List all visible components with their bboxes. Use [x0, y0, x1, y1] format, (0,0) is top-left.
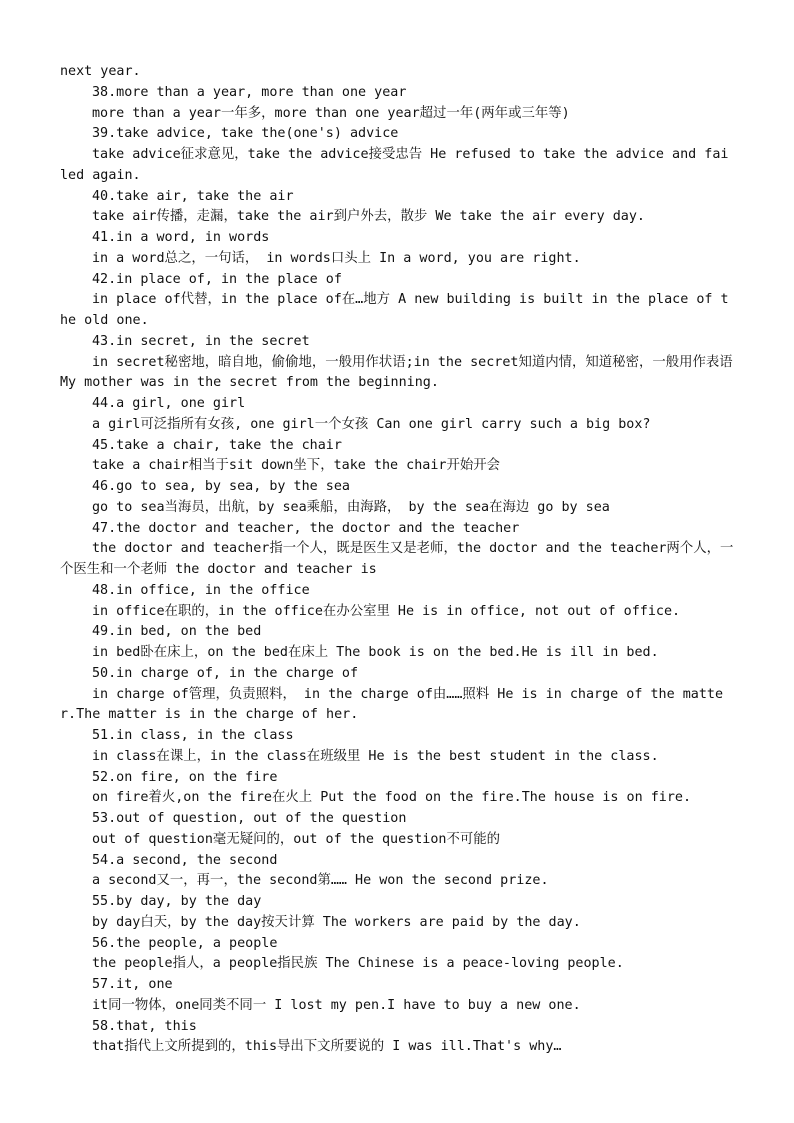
text-paragraph: take advice征求意见，take the advice接受忠告 He refused to take the advice and failed again. — [60, 147, 729, 183]
heading-45: 45.take a chair, take the chair — [92, 437, 342, 453]
text-line: on fire着火,on the fire在火上 Put the food on the fire.The house is on fire. — [92, 790, 692, 806]
text-paragraph: in place of代替，in the place of在…地方 A new building is built in the place of the old one. — [60, 292, 729, 328]
text-line: next year. — [60, 64, 141, 79]
heading-46: 46.go to sea, by sea, by the sea — [92, 479, 350, 494]
heading-41: 41.in a word, in words — [92, 230, 270, 245]
text-paragraph: in secret秘密地，暗自地，偷偷地，一般用作状语;in the secret知道内情，知道秘密，一般用作表语 My mother was in the secret from the beginning. — [60, 354, 741, 391]
heading-42: 42.in place of, in the place of — [92, 271, 342, 287]
text-line: in class在课上，in the class在班级里 He is the best student in the class. — [92, 748, 659, 764]
heading-40: 40.take air, take the air — [92, 188, 294, 204]
document-page — [60, 62, 741, 1058]
text-paragraph: the doctor and teacher指一个人，既是医生又是老师，the doctor and the teacher两个人，一个医生和一个老师 the doctor and teacher is — [60, 541, 734, 577]
heading-51: 51.in class, in the class — [92, 728, 294, 743]
text-line: that指代上文所提到的，this导出下文所要说的 I was ill.That's why… — [92, 1039, 562, 1055]
text-line: in bed卧在床上，on the bed在床上 The book is on the bed.He is ill in bed. — [92, 645, 659, 660]
heading-58: 58.that, this — [92, 1018, 197, 1034]
heading-57: 57.it, one — [92, 977, 173, 992]
text-paragraph: in charge of管理，负责照料， in the charge of由……照料 He is in charge of the matter.The matter is in the charge of her. — [60, 686, 724, 723]
heading-50: 50.in charge of, in the charge of — [92, 665, 359, 681]
heading-49: 49.in bed, on the bed — [92, 624, 262, 640]
heading-38: 38.more than a year, more than one year — [92, 84, 407, 100]
heading-39: 39.take advice, take the(one's) advice — [92, 126, 399, 142]
heading-52: 52.on fire, on the fire — [92, 769, 278, 785]
text-line: a second又一，再一，the second第…… He won the second prize. — [92, 873, 549, 889]
text-line: in a word总之，一句话， in words口头上 In a word, you are right. — [92, 250, 581, 266]
heading-54: 54.a second, the second — [92, 852, 278, 868]
heading-55: 55.by day, by the day — [92, 894, 262, 909]
text-line: out of question毫无疑问的，out of the question不可能的 — [92, 831, 501, 847]
text-line: in office在职的，in the office在办公室里 He is in office, not out of office. — [92, 603, 681, 619]
heading-47: 47.the doctor and teacher, the doctor and the teacher — [92, 520, 520, 536]
heading-48: 48.in office, in the office — [92, 582, 310, 598]
text-line: take air传播，走漏，take the air到户外去，散步 We take the air every day. — [92, 209, 645, 225]
heading-56: 56.the people, a people — [92, 935, 278, 951]
text-line: by day白天，by the day按天计算 The workers are paid by the day. — [92, 914, 581, 930]
text-line: a girl可泛指所有女孩, one girl一个女孩 Can one girl carry such a big box? — [92, 416, 651, 432]
text-line: take a chair相当于sit down坐下，take the chair开始开会 — [92, 458, 501, 474]
text-line: more than a year一年多，more than one year超过一年(两年或三年等) — [92, 105, 570, 121]
heading-53: 53.out of question, out of the question — [92, 811, 407, 826]
heading-44: 44.a girl, one girl — [92, 396, 246, 411]
text-line: the people指人，a people指民族 The Chinese is a peace-loving people. — [92, 956, 624, 972]
text-line: it同一物体，one同类不同一 I lost my pen.I have to buy a new one. — [92, 997, 581, 1013]
heading-43: 43.in secret, in the secret — [92, 333, 310, 349]
text-line: go to sea当海员，出航，by sea乘船，由海路， by the sea在海边 go by sea — [92, 499, 610, 515]
